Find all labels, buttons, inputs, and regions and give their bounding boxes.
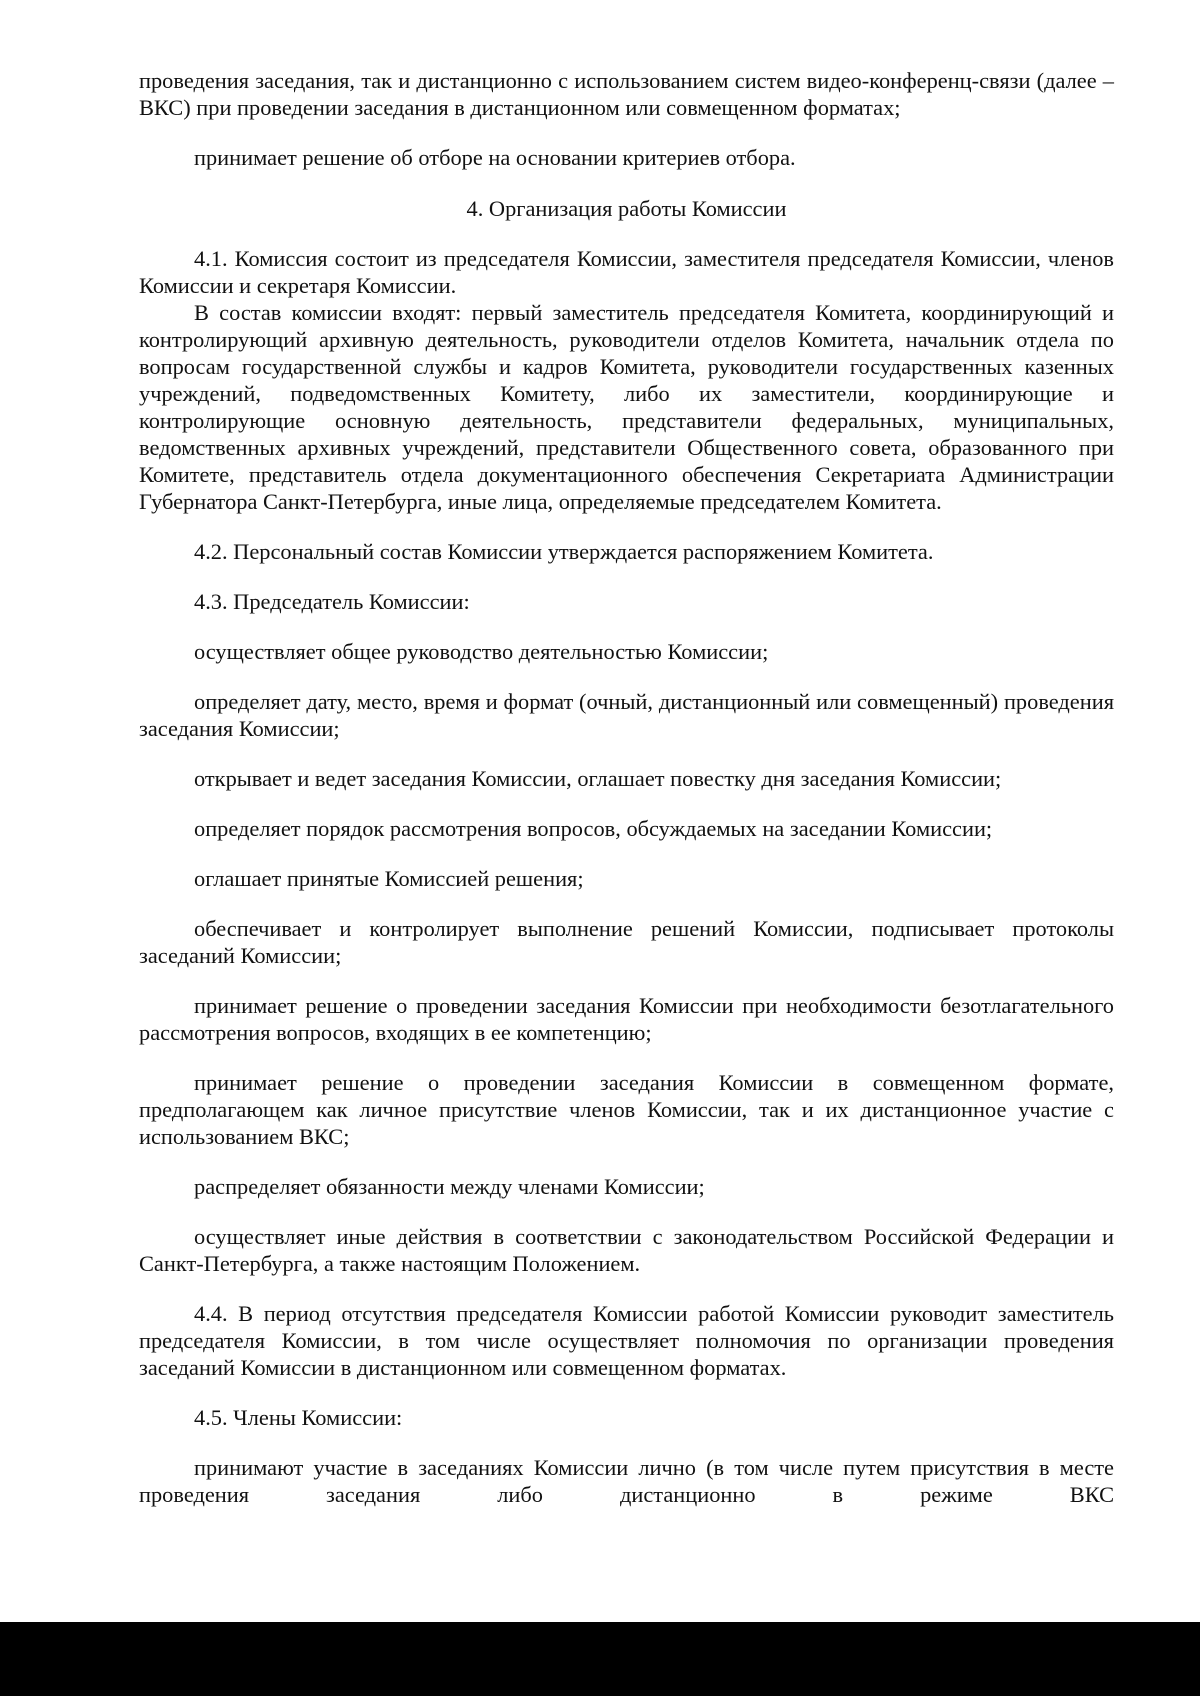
list-item: принимает решение о проведении заседания Комиссии при необходимости безотлагательного рассмотрения вопросов, входящих в ее компетенцию; xyxy=(139,993,1114,1045)
paragraph-continuation: проведения заседания, так и дистанционно с использованием систем видео-конференц-связи (далее – ВКС) при проведении заседания в дистанционном или совмещенном форматах; xyxy=(139,68,1114,120)
list-item: открывает и ведет заседания Комиссии, оглашает повестку дня заседания Комиссии; xyxy=(194,766,1002,791)
paragraph-4-1: 4.1. Комиссия состоит из председателя Комиссии, заместителя председателя Комиссии, членов Комиссии и секретаря Комиссии. xyxy=(139,246,1114,298)
list-item: принимают участие в заседаниях Комиссии лично (в том числе путем присутствия в месте проведения заседания либо дистанционно в режиме ВКС xyxy=(139,1455,1114,1507)
list-item: обеспечивает и контролирует выполнение решений Комиссии, подписывает протоколы заседаний Комиссии; xyxy=(139,916,1114,968)
list-item: принимает решение о проведении заседания Комиссии в совмещенном формате, предполагающем как личное присутствие членов Комиссии, так и их дистанционное участие с использованием ВКС; xyxy=(139,1070,1114,1149)
paragraph-composition: В состав комиссии входят: первый заместитель председателя Комитета, координирующий и контролирующий архивную деятельность, руководители отделов Комитета, начальник отдела по вопросам государственной службы и кадров Комитета, руководители государственных казенных учреждений, подведомственных Комитету, либо их заместители, координирующие и контролирующие основную деятельность, представители федеральных, муниципальных, ведомственных архивных учреждений, представители Общественного совета, образованного при Комитете, представитель отдела документационного обеспечения Секретариата Администрации Губернатора Санкт-Петербурга, иные лица, определяемые председателем Комитета. xyxy=(139,300,1114,514)
list-item: определяет порядок рассмотрения вопросов, обсуждаемых на заседании Комиссии; xyxy=(194,816,993,841)
paragraph-4-3: 4.3. Председатель Комиссии: xyxy=(194,589,470,614)
list-item: распределяет обязанности между членами Комиссии; xyxy=(194,1174,705,1199)
list-item: осуществляет иные действия в соответствии с законодательством Российской Федерации и Санкт-Петербурга, а также настоящим Положением. xyxy=(139,1224,1114,1276)
paragraph-4-2: 4.2. Персональный состав Комиссии утверждается распоряжением Комитета. xyxy=(194,539,934,564)
paragraph-4-5: 4.5. Члены Комиссии: xyxy=(194,1405,403,1430)
paragraph-4-4: 4.4. В период отсутствия председателя Комиссии работой Комиссии руководит заместитель председателя Комиссии, в том числе осуществляет полномочия по организации проведения заседаний Комиссии в дистанционном или совмещенном форматах. xyxy=(139,1301,1114,1380)
list-item: оглашает принятые Комиссией решения; xyxy=(194,866,584,891)
document-body xyxy=(139,67,1114,1508)
list-item: определяет дату, место, время и формат (очный, дистанционный или совмещенный) проведения заседания Комиссии; xyxy=(139,689,1114,741)
scan-bottom-border xyxy=(0,1622,1200,1696)
section-heading: 4. Организация работы Комиссии xyxy=(466,196,787,221)
paragraph-selection-decision: принимает решение об отборе на основании критериев отбора. xyxy=(194,145,796,170)
list-item: осуществляет общее руководство деятельностью Комиссии; xyxy=(194,639,769,664)
